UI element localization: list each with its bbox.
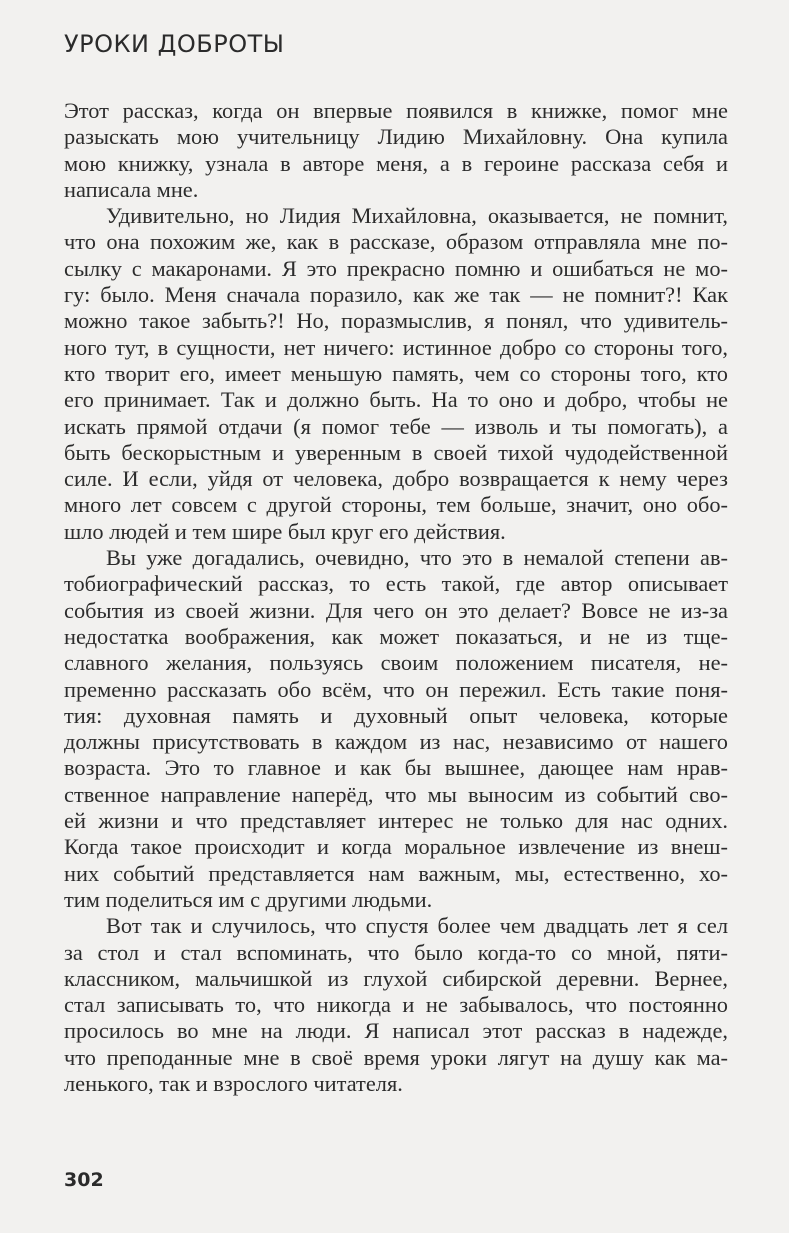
text-line: ленького, так и взрослого читателя.: [64, 1070, 403, 1096]
text-line: должны присутствовать в каждом из нас, независимо от нашего: [64, 729, 728, 755]
text-line: что преподанные мне в своё время уроки лягут на душу как ма-: [64, 1044, 728, 1070]
text-line: ного тут, в сущности, нет ничего: истинное добро со стороны того,: [64, 334, 728, 360]
text-line: искать прямой отдачи (я помог тебе — изволь и ты помогать), а: [64, 413, 728, 439]
text-line: ей жизни и что представляет интерес не только для нас одних.: [64, 808, 728, 834]
text-line: можно такое забыть?! Но, поразмыслив, я понял, что удивитель-: [64, 308, 728, 334]
text-line: Вот так и случилось, что спустя более чем двадцать лет я сел: [106, 913, 728, 939]
paragraph: [64, 545, 728, 913]
text-line: много лет совсем с другой стороны, тем больше, значит, оно обо-: [64, 492, 728, 518]
text-line: события из своей жизни. Для чего он это делает? Вовсе не из-за: [64, 597, 728, 623]
text-line: классником, мальчишкой из глухой сибирской деревни. Вернее,: [64, 965, 728, 991]
text-line: них событий представляется нам важным, мы, естественно, хо-: [64, 860, 728, 886]
text-line: стал записывать то, что никогда и не забывалось, что постоянно: [64, 992, 728, 1018]
text-line: написала мне.: [64, 176, 199, 202]
paragraph: [64, 98, 728, 203]
page-number: 302: [64, 1169, 104, 1191]
text-line: Вы уже догадались, очевидно, что это в немалой степени ав-: [106, 545, 728, 571]
text-line: Когда такое происходит и когда моральное извлечение из внеш-: [64, 834, 728, 860]
text-line: славного желания, пользуясь своим положением писателя, не-: [64, 650, 728, 676]
text-line: недостатка воображения, как может показаться, и не из тще-: [64, 623, 728, 649]
text-line: за стол и стал вспоминать, что было когда-то со мной, пяти-: [64, 939, 728, 965]
text-line: кто творит его, имеет меньшую память, чем со стороны того, кто: [64, 360, 728, 386]
text-line: пременно рассказать обо всём, что он пережил. Есть такие поня-: [64, 676, 728, 702]
text-line: тим поделиться им с другими людьми.: [64, 886, 433, 912]
text-line: Этот рассказ, когда он впервые появился в книжке, помог мне: [64, 98, 728, 123]
text-line: тобиографический рассказ, то есть такой, где автор описывает: [64, 571, 728, 597]
text-line: быть бескорыстным и уверенным в своей тихой чудодейственной: [64, 439, 728, 465]
text-line: что она похожим же, как в рассказе, образом отправляла мне по-: [64, 229, 728, 255]
paragraph: [64, 203, 728, 545]
text-line: мою книжку, узнала в авторе меня, а в героине рассказа себя и: [64, 150, 728, 176]
text-line: просилось во мне на люди. Я написал этот рассказ в надежде,: [64, 1018, 728, 1044]
paragraph: [64, 913, 728, 1097]
body-text: [64, 98, 728, 1097]
running-head: УРОКИ ДОБРОТЫ: [64, 30, 285, 58]
text-line: гу: было. Меня сначала поразило, как же так — не помнит?! Как: [64, 282, 728, 308]
text-line: тия: духовная память и духовный опыт человека, которые: [64, 702, 728, 728]
text-line: шло людей и тем шире был круг его действия.: [64, 518, 506, 544]
text-line: разыскать мою учительницу Лидию Михайловну. Она купила: [64, 124, 728, 150]
text-line: Удивительно, но Лидия Михайловна, оказывается, не помнит,: [106, 203, 728, 229]
text-line: его принимает. Так и должно быть. На то оно и добро, чтобы не: [64, 387, 728, 413]
text-line: силе. И если, уйдя от человека, добро возвращается к нему через: [64, 466, 728, 492]
text-line: возраста. Это то главное и как бы вышнее, дающее нам нрав-: [64, 755, 728, 781]
text-line: сылку с макаронами. Я это прекрасно помню и ошибаться не мо-: [64, 255, 728, 281]
text-line: ственное направление наперёд, что мы выносим из событий сво-: [64, 781, 728, 807]
